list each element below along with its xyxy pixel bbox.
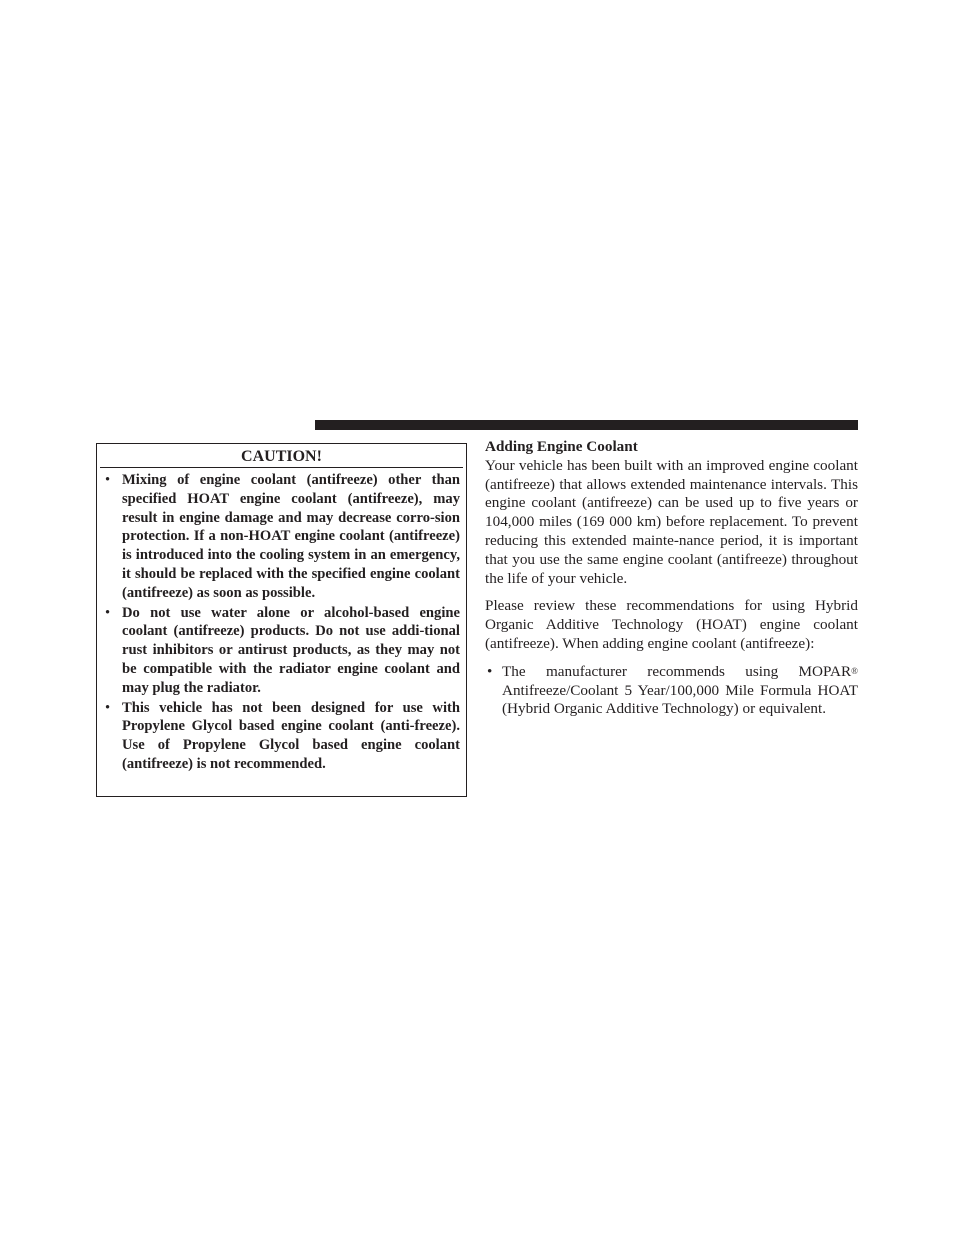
header-rule-bar [315, 420, 858, 430]
bullet-icon: • [105, 699, 111, 716]
adding-coolant-section [485, 438, 858, 719]
bullet-icon: • [105, 472, 111, 488]
caution-item [105, 604, 460, 698]
recommendation-text-end: Antifreeze/Coolant 5 Year/100,000 Mile Formula HOAT (Hybrid Organic Additive Technology) or equivalent. [502, 681, 858, 718]
caution-item-text: This vehicle has not been designed for use with Propylene Glycol based engine coolant (anti-freeze). Use of Propylene Glycol based engine coolant (antifreeze) is not recommended. [122, 699, 460, 772]
recommendation-list [485, 663, 858, 719]
caution-title: CAUTION! [100, 444, 463, 468]
caution-list [97, 468, 466, 774]
section-heading: Adding Engine Coolant [485, 438, 638, 455]
caution-box [96, 443, 467, 797]
bullet-icon: • [105, 604, 111, 621]
recommendation-text-start: The manufacturer recommends using MOPAR [502, 662, 852, 680]
body-paragraph: Your vehicle has been built with an improved engine coolant (antifreeze) that allows extended maintenance intervals. This engine coolant (antifreeze) can be used up to five years or 104,000 miles (169 000 km) before replacement. To prevent reducing this extended mainte-nance period, it is important that you use the same engine coolant (antifreeze) throughout the life of your vehicle. [485, 456, 858, 587]
caution-item [105, 471, 460, 603]
body-paragraph: Please review these recommendations for using Hybrid Organic Additive Technology (HOAT) engine coolant (antifreeze). When adding engine coolant (antifreeze): [485, 597, 858, 652]
recommendation-item [485, 663, 858, 719]
bullet-icon: • [487, 662, 493, 680]
caution-item-text: Do not use water alone or alcohol-based engine coolant (antifreeze) products. Do not use addi-tional rust inhibitors or antirust products, as they may not be compatible with the radiator engine coolant and may plug the radiator. [122, 604, 460, 696]
registered-mark: ® [851, 665, 858, 676]
caution-item [105, 699, 460, 774]
caution-item-text: Mixing of engine coolant (antifreeze) other than specified HOAT engine coolant (antifreeze), may result in engine damage and may decrease corro-sion protection. If a non-HOAT engine coolant (antifreeze) is introduced into the cooling system in an emergency, it should be replaced with the specified engine coolant (antifreeze) as soon as possible. [122, 472, 460, 601]
